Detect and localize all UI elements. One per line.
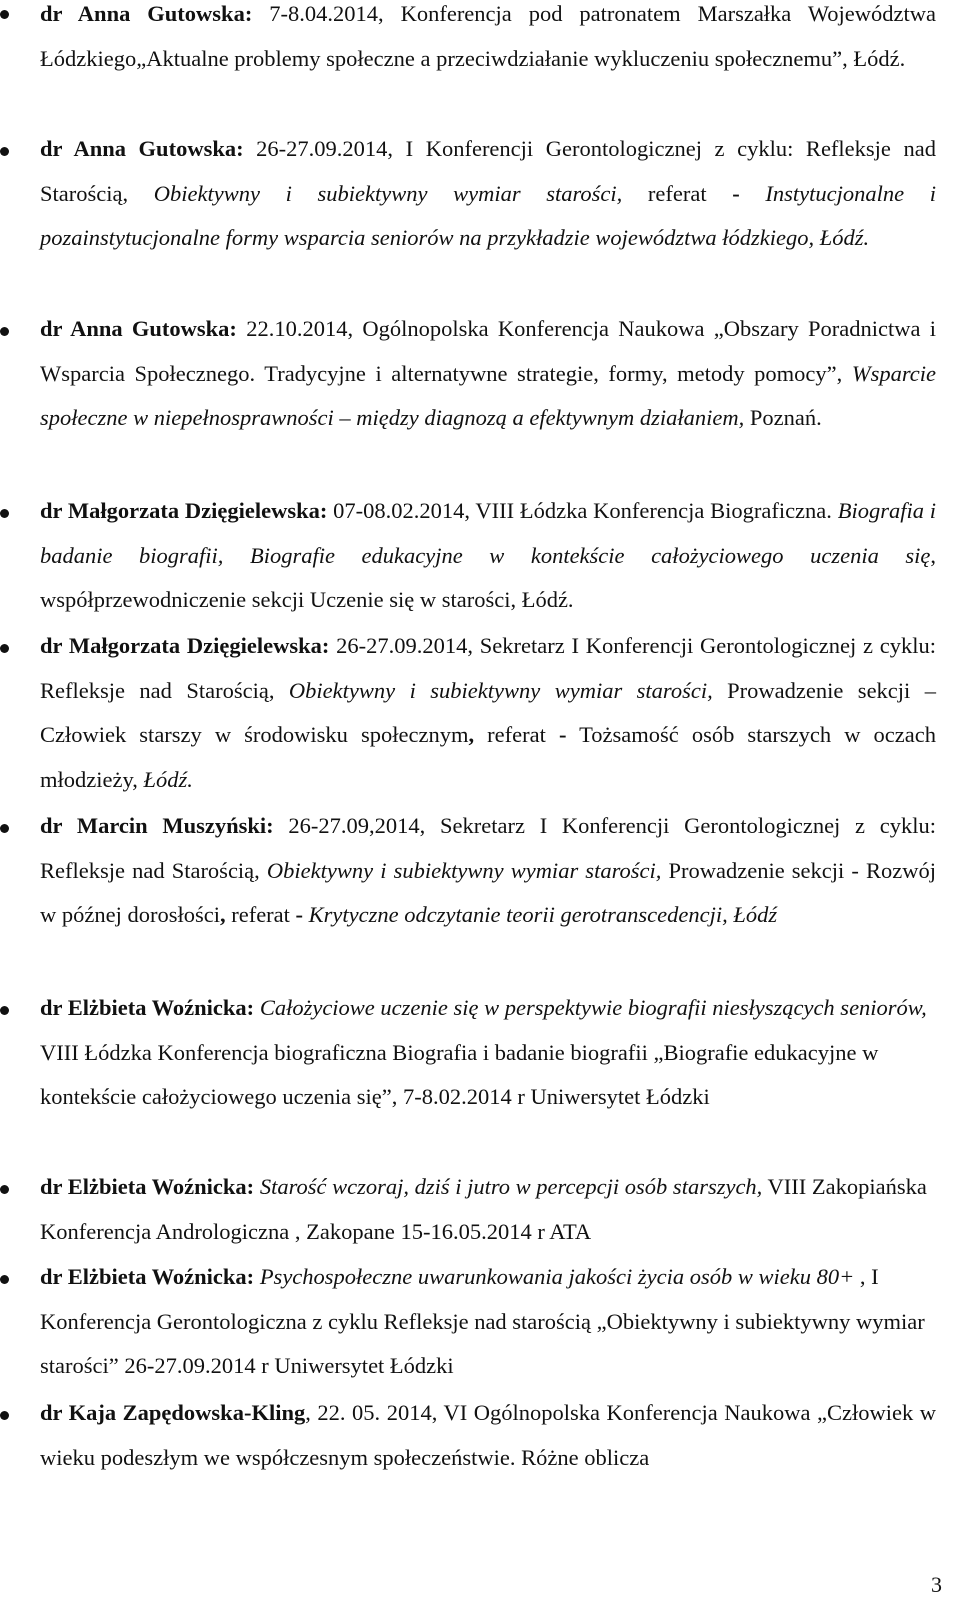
- entry-text: [40, 489, 936, 623]
- entry-segment: , 22. 05. 2014, VI Ogólnopolska Konferencja Naukowa „Człowiek w wieku podeszłym we współczesnym społeczeństwie. Różne oblicza: [40, 1400, 936, 1470]
- author-name: dr Elżbieta Woźnicka:: [40, 1264, 255, 1289]
- bullet-icon: [0, 327, 9, 336]
- entry-text: [40, 986, 936, 1120]
- bullet-icon: [0, 644, 9, 653]
- italic-title: Łódź.: [143, 766, 193, 792]
- author-name: dr Anna Gutowska:: [40, 1, 253, 26]
- entry-segment: 22.10.2014, Ogólnopolska Konferencja Naukowa „Obszary Poradnictwa i Wsparcia Społecznego. Tradycyjne i alternatywne strategie, formy, metody pomocy”,: [40, 316, 936, 386]
- italic-title: Obiektywny i subiektywny wymiar starości,: [153, 180, 623, 206]
- author-name: -: [732, 180, 740, 206]
- author-name: dr Kaja Zapędowska-Kling: [40, 1400, 306, 1425]
- entry-segment: referat: [622, 180, 733, 206]
- entry-segment: 26-27.09,2014, Sekretarz I Konferencji Gerontologicznej z cyklu: Refleksje nad Starością,: [40, 813, 937, 883]
- entry-text: [40, 0, 936, 81]
- bullet-icon: [0, 10, 9, 19]
- entry-segment: 7-8.04.2014, Konferencja pod patronatem Marszałka Województwa Łódzkiego„Aktualne problemy społeczne a przeciwdziałanie wykluczeniu społecznemu”, Łódź.: [40, 1, 936, 71]
- bullet-icon: [0, 509, 9, 518]
- author-name: dr Małgorzata Dzięgielewska:: [40, 633, 330, 658]
- bullet-icon: [0, 1185, 9, 1194]
- italic-title: Całożyciowe uczenie się w perspektywie biografii niesłyszących seniorów,: [259, 995, 927, 1020]
- entry-segment: 26-27.09.2014, I Konferencji Gerontologicznej z cyklu: Refleksje nad Starością,: [40, 136, 936, 206]
- italic-title: Psychospołeczne uwarunkowania jakości życia osób w wieku 80+: [259, 1264, 855, 1289]
- bullet-icon: [0, 147, 9, 156]
- author-name: dr Marcin Muszyński:: [40, 813, 274, 838]
- italic-title: Krytyczne odczytanie teorii gerotranscedencji, Łódź: [308, 902, 778, 927]
- author-name: -: [295, 902, 304, 927]
- bullet-icon: [0, 824, 9, 833]
- entry-segment: Prowadzenie sekcji – Człowiek starszy w środowisku społecznym: [40, 677, 936, 747]
- entry-text: [40, 307, 936, 441]
- entry-segment: Prowadzenie sekcji - Rozwój w późnej dorosłości: [40, 857, 937, 927]
- entry-text: [40, 1165, 936, 1254]
- entry-text: [40, 1255, 936, 1389]
- entry-segment: , współprzewodniczenie sekcji Uczenie się w starości, Łódź.: [40, 542, 936, 612]
- entry-segment: VIII Zakopiańska Konferencja Andrologiczna , Zakopane 15-16.05.2014 r ATA: [40, 1174, 927, 1244]
- bullet-icon: [0, 1006, 9, 1015]
- entry-text: [40, 127, 936, 261]
- author-name: dr Elżbieta Woźnicka:: [40, 1174, 255, 1199]
- entry-segment: referat: [225, 902, 296, 927]
- entry-segment: Tożsamość osób starszych w oczach młodzieży,: [40, 722, 936, 792]
- entry-text: [40, 1391, 936, 1480]
- italic-title: Starość wczoraj, dziś i jutro w percepcji osób starszych,: [259, 1174, 763, 1199]
- entry-segment: 26-27.09.2014, Sekretarz I Konferencji Gerontologicznej z cyklu: Refleksje nad Starością,: [40, 633, 936, 703]
- bullet-icon: [0, 1275, 9, 1284]
- author-name: ,: [468, 722, 475, 747]
- author-name: ,: [219, 902, 226, 927]
- italic-title: Instytucjonalne i pozainstytucjonalne formy wsparcia seniorów na przykładzie województwa łódzkiego, Łódź.: [40, 180, 936, 250]
- italic-title: Obiektywny i subiektywny wymiar starości,: [288, 677, 713, 703]
- author-name: -: [558, 722, 567, 747]
- page-number: 3: [931, 1572, 942, 1597]
- entry-segment: VIII Łódzka Konferencja biograficzna Biografia i badanie biografii „Biografie edukacyjne w kontekście całożyciowego uczenia się”, 7-8.02.2014 r Uniwersytet Łódzki: [40, 1039, 879, 1109]
- entry-segment: [740, 181, 766, 206]
- author-name: dr Anna Gutowska:: [40, 316, 237, 341]
- author-name: dr Anna Gutowska:: [40, 136, 244, 161]
- author-name: dr Małgorzata Dzięgielewska:: [40, 498, 328, 523]
- entry-segment: Poznań.: [744, 405, 822, 430]
- italic-title: Wsparcie społeczne w niepełnosprawności – między diagnozą a efektywnym działaniem,: [40, 360, 936, 430]
- entry-text: [40, 804, 936, 938]
- entry-segment: , I Konferencja Gerontologiczna z cyklu Refleksje nad starością „Obiektywny i subiektywny wymiar starości” 26-27.09.2014 r Uniwersytet Łódzki: [40, 1264, 925, 1378]
- author-name: dr Elżbieta Woźnicka:: [40, 995, 255, 1020]
- entry-segment: referat: [474, 722, 559, 747]
- italic-title: Biografia i badanie biografii, Biografie edukacyjne w kontekście całożyciowego uczenia się: [40, 498, 936, 568]
- italic-title: Obiektywny i subiektywny wymiar starości,: [266, 857, 662, 883]
- entry-segment: 07-08.02.2014, VIII Łódzka Konferencja Biograficzna.: [327, 498, 838, 523]
- entry-text: [40, 624, 936, 802]
- bullet-icon: [0, 1411, 9, 1420]
